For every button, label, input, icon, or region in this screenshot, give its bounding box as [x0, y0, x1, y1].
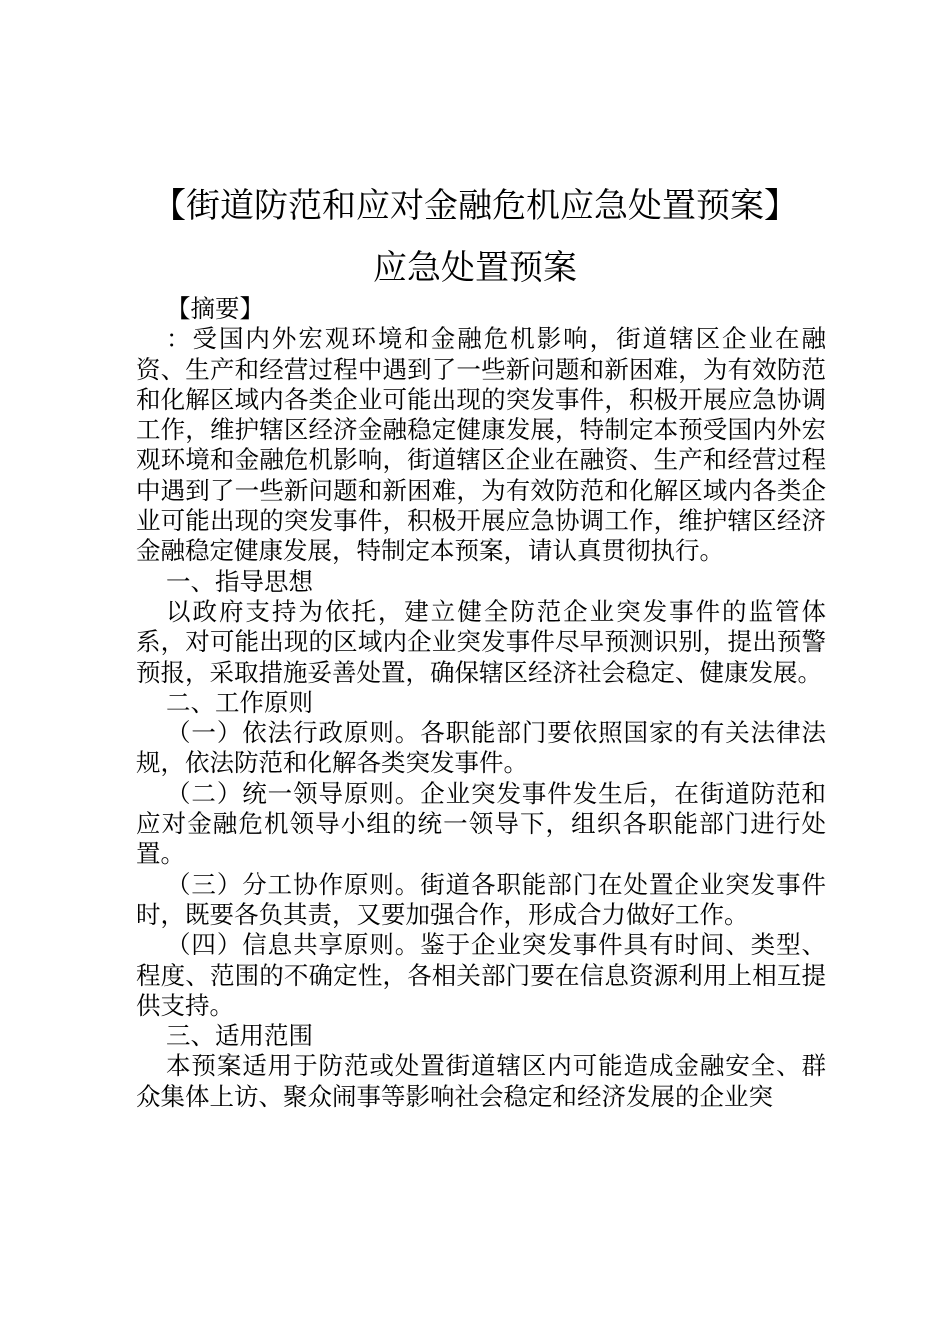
- abstract-paragraph: ：受国内外宏观环境和金融危机影响，街道辖区企业在融资、生产和经营过程中遇到了一些新问题和新困难，为有效防范和化解区域内各类企业可能出现的突发事件，积极开展应急协调工作，维护辖区经济金融稳定健康发展，特制定本预受国内外宏观环境和金融危机影响，街道辖区企业在融资、生产和经营过程中遇到了一些新问题和新困难，为有效防范和化解区域内各类企业可能出现的突发事件，积极开展应急协调工作，维护辖区经济金融稳定健康发展，特制定本预案，请认真贯彻执行。: [136, 324, 826, 566]
- paragraph-scope: 本预案适用于防范或处置街道辖区内可能造成金融安全、群众集体上访、聚众闹事等影响社会稳定和经济发展的企业突: [136, 1051, 826, 1111]
- section-heading-work-principles: 二、工作原则: [166, 687, 313, 717]
- paragraph-principle-division-cooperation: （三）分工协作原则。街道各职能部门在处置企业突发事件时，既要各负其责，又要加强合作，形成合力做好工作。: [136, 869, 826, 929]
- document-subtitle: 应急处置预案: [373, 248, 577, 288]
- paragraph-guiding-thought: 以政府支持为依托，建立健全防范企业突发事件的监管体系，对可能出现的区域内企业突发事件尽早预测识别，提出预警预报，采取措施妥善处置，确保辖区经济社会稳定、健康发展。: [136, 596, 826, 687]
- abstract-heading: 【摘要】: [166, 294, 264, 323]
- paragraph-principle-unified-leadership: （二）统一领导原则。企业突发事件发生后，在街道防范和应对金融危机领导小组的统一领导下，组织各职能部门进行处置。: [136, 778, 826, 869]
- document-body: [136, 294, 826, 1112]
- section-heading-scope: 三、适用范围: [166, 1021, 313, 1051]
- document-title: 【街道防范和应对金融危机应急处置预案】: [152, 186, 798, 226]
- paragraph-principle-law: （一）依法行政原则。各职能部门要依照国家的有关法律法规，依法防范和化解各类突发事件。: [136, 718, 826, 778]
- section-heading-guiding-thought: 一、指导思想: [166, 566, 313, 596]
- paragraph-principle-information-sharing: （四）信息共享原则。鉴于企业突发事件具有时间、类型、程度、范围的不确定性，各相关部门要在信息资源利用上相互提供支持。: [136, 930, 826, 1020]
